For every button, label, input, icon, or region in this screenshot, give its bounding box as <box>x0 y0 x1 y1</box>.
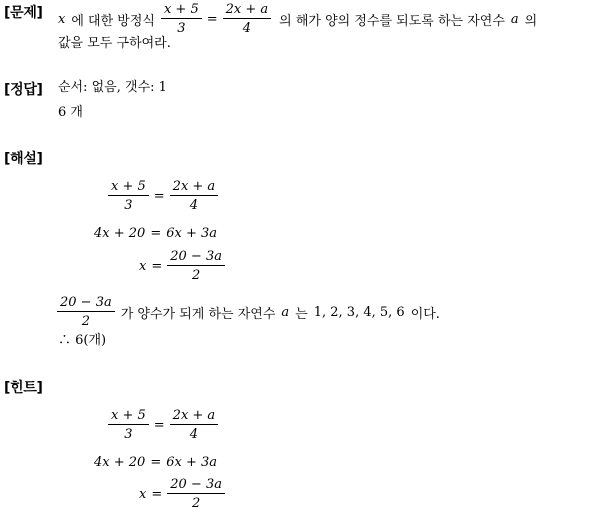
fraction-denominator: 4 <box>223 18 272 35</box>
equals-sign: = <box>151 486 163 502</box>
fraction-numerator: x + 5 <box>111 179 146 194</box>
fraction-numerator: x + 5 <box>163 2 199 17</box>
solution-header: [해설] <box>4 151 43 167</box>
fraction-numerator: 2x + a <box>172 408 216 423</box>
hint-row3-rhs-fraction <box>167 478 225 510</box>
problem-var-a: a <box>510 11 519 27</box>
row2-lhs: 4x + 20 <box>94 226 146 241</box>
hint-row2-lhs: 4x + 20 <box>94 455 146 470</box>
fraction-denominator: 4 <box>170 424 219 441</box>
conclusion-text-b: 는 <box>295 306 308 322</box>
answer-line-2: 6 개 <box>58 105 83 120</box>
therefore-line: ∴ 6(개) <box>58 333 107 348</box>
equals-sign: = <box>150 455 162 470</box>
fraction-denominator: 4 <box>170 195 219 212</box>
row3-lhs: x <box>139 258 147 274</box>
hint-header: [힌트] <box>4 380 43 396</box>
problem-line-1 <box>58 2 537 36</box>
hint-row1-lhs-fraction <box>108 409 149 441</box>
fraction-denominator: 2 <box>167 493 225 510</box>
solution-row-2 <box>94 226 217 241</box>
hint-row-2 <box>94 455 217 470</box>
hint-row3-lhs: x <box>139 486 147 502</box>
problem-line-2: 값을 모두 구하여라. <box>58 36 171 51</box>
fraction-numerator: 20 − 3a <box>60 295 112 310</box>
row3-rhs-fraction <box>167 250 225 282</box>
problem-eq-right-fraction <box>223 3 272 35</box>
fraction-numerator: x + 5 <box>111 408 146 423</box>
equals-sign: = <box>153 417 165 433</box>
problem-text-c: 의 <box>524 13 538 29</box>
conclusion-fraction <box>57 296 115 328</box>
row1-rhs-fraction <box>170 180 219 212</box>
fraction-denominator: 3 <box>161 18 202 35</box>
problem-text-b: 의 해가 양의 정수를 되도록 하는 자연수 <box>279 13 505 29</box>
problem-var-x: x <box>58 11 66 27</box>
solution-row-1 <box>108 180 218 212</box>
fraction-numerator: 2x + a <box>225 2 269 17</box>
equals-sign: = <box>151 258 163 274</box>
fraction-denominator: 3 <box>108 195 149 212</box>
equals-sign: = <box>206 11 218 27</box>
row1-lhs-fraction <box>108 180 149 212</box>
hint-row2-rhs: 6x + 3a <box>166 455 217 470</box>
solution-conclusion <box>57 296 440 328</box>
solution-row-3 <box>139 250 225 282</box>
conclusion-var-a: a <box>281 304 290 320</box>
fraction-numerator: 20 − 3a <box>170 477 222 492</box>
equals-sign: = <box>150 226 162 241</box>
conclusion-values: 1, 2, 3, 4, 5, 6 <box>313 304 405 320</box>
row2-rhs: 6x + 3a <box>166 226 217 241</box>
fraction-denominator: 2 <box>57 311 115 328</box>
conclusion-text-c: 이다. <box>410 306 440 322</box>
answer-header: [정답] <box>4 82 43 98</box>
fraction-numerator: 20 − 3a <box>170 249 222 264</box>
problem-eq-left-fraction <box>161 3 202 35</box>
answer-line-1: 순서: 없음, 갯수: 1 <box>58 80 167 95</box>
fraction-denominator: 3 <box>108 424 149 441</box>
problem-header: [문제] <box>4 5 43 21</box>
hint-row-3 <box>139 478 225 510</box>
equals-sign: = <box>153 188 165 204</box>
hint-row1-rhs-fraction <box>170 409 219 441</box>
fraction-denominator: 2 <box>167 265 225 282</box>
problem-text-a: 에 대한 방정식 <box>71 13 155 29</box>
hint-row-1 <box>108 409 218 441</box>
fraction-numerator: 2x + a <box>172 179 216 194</box>
conclusion-text-a: 가 양수가 되게 하는 자연수 <box>120 306 276 322</box>
